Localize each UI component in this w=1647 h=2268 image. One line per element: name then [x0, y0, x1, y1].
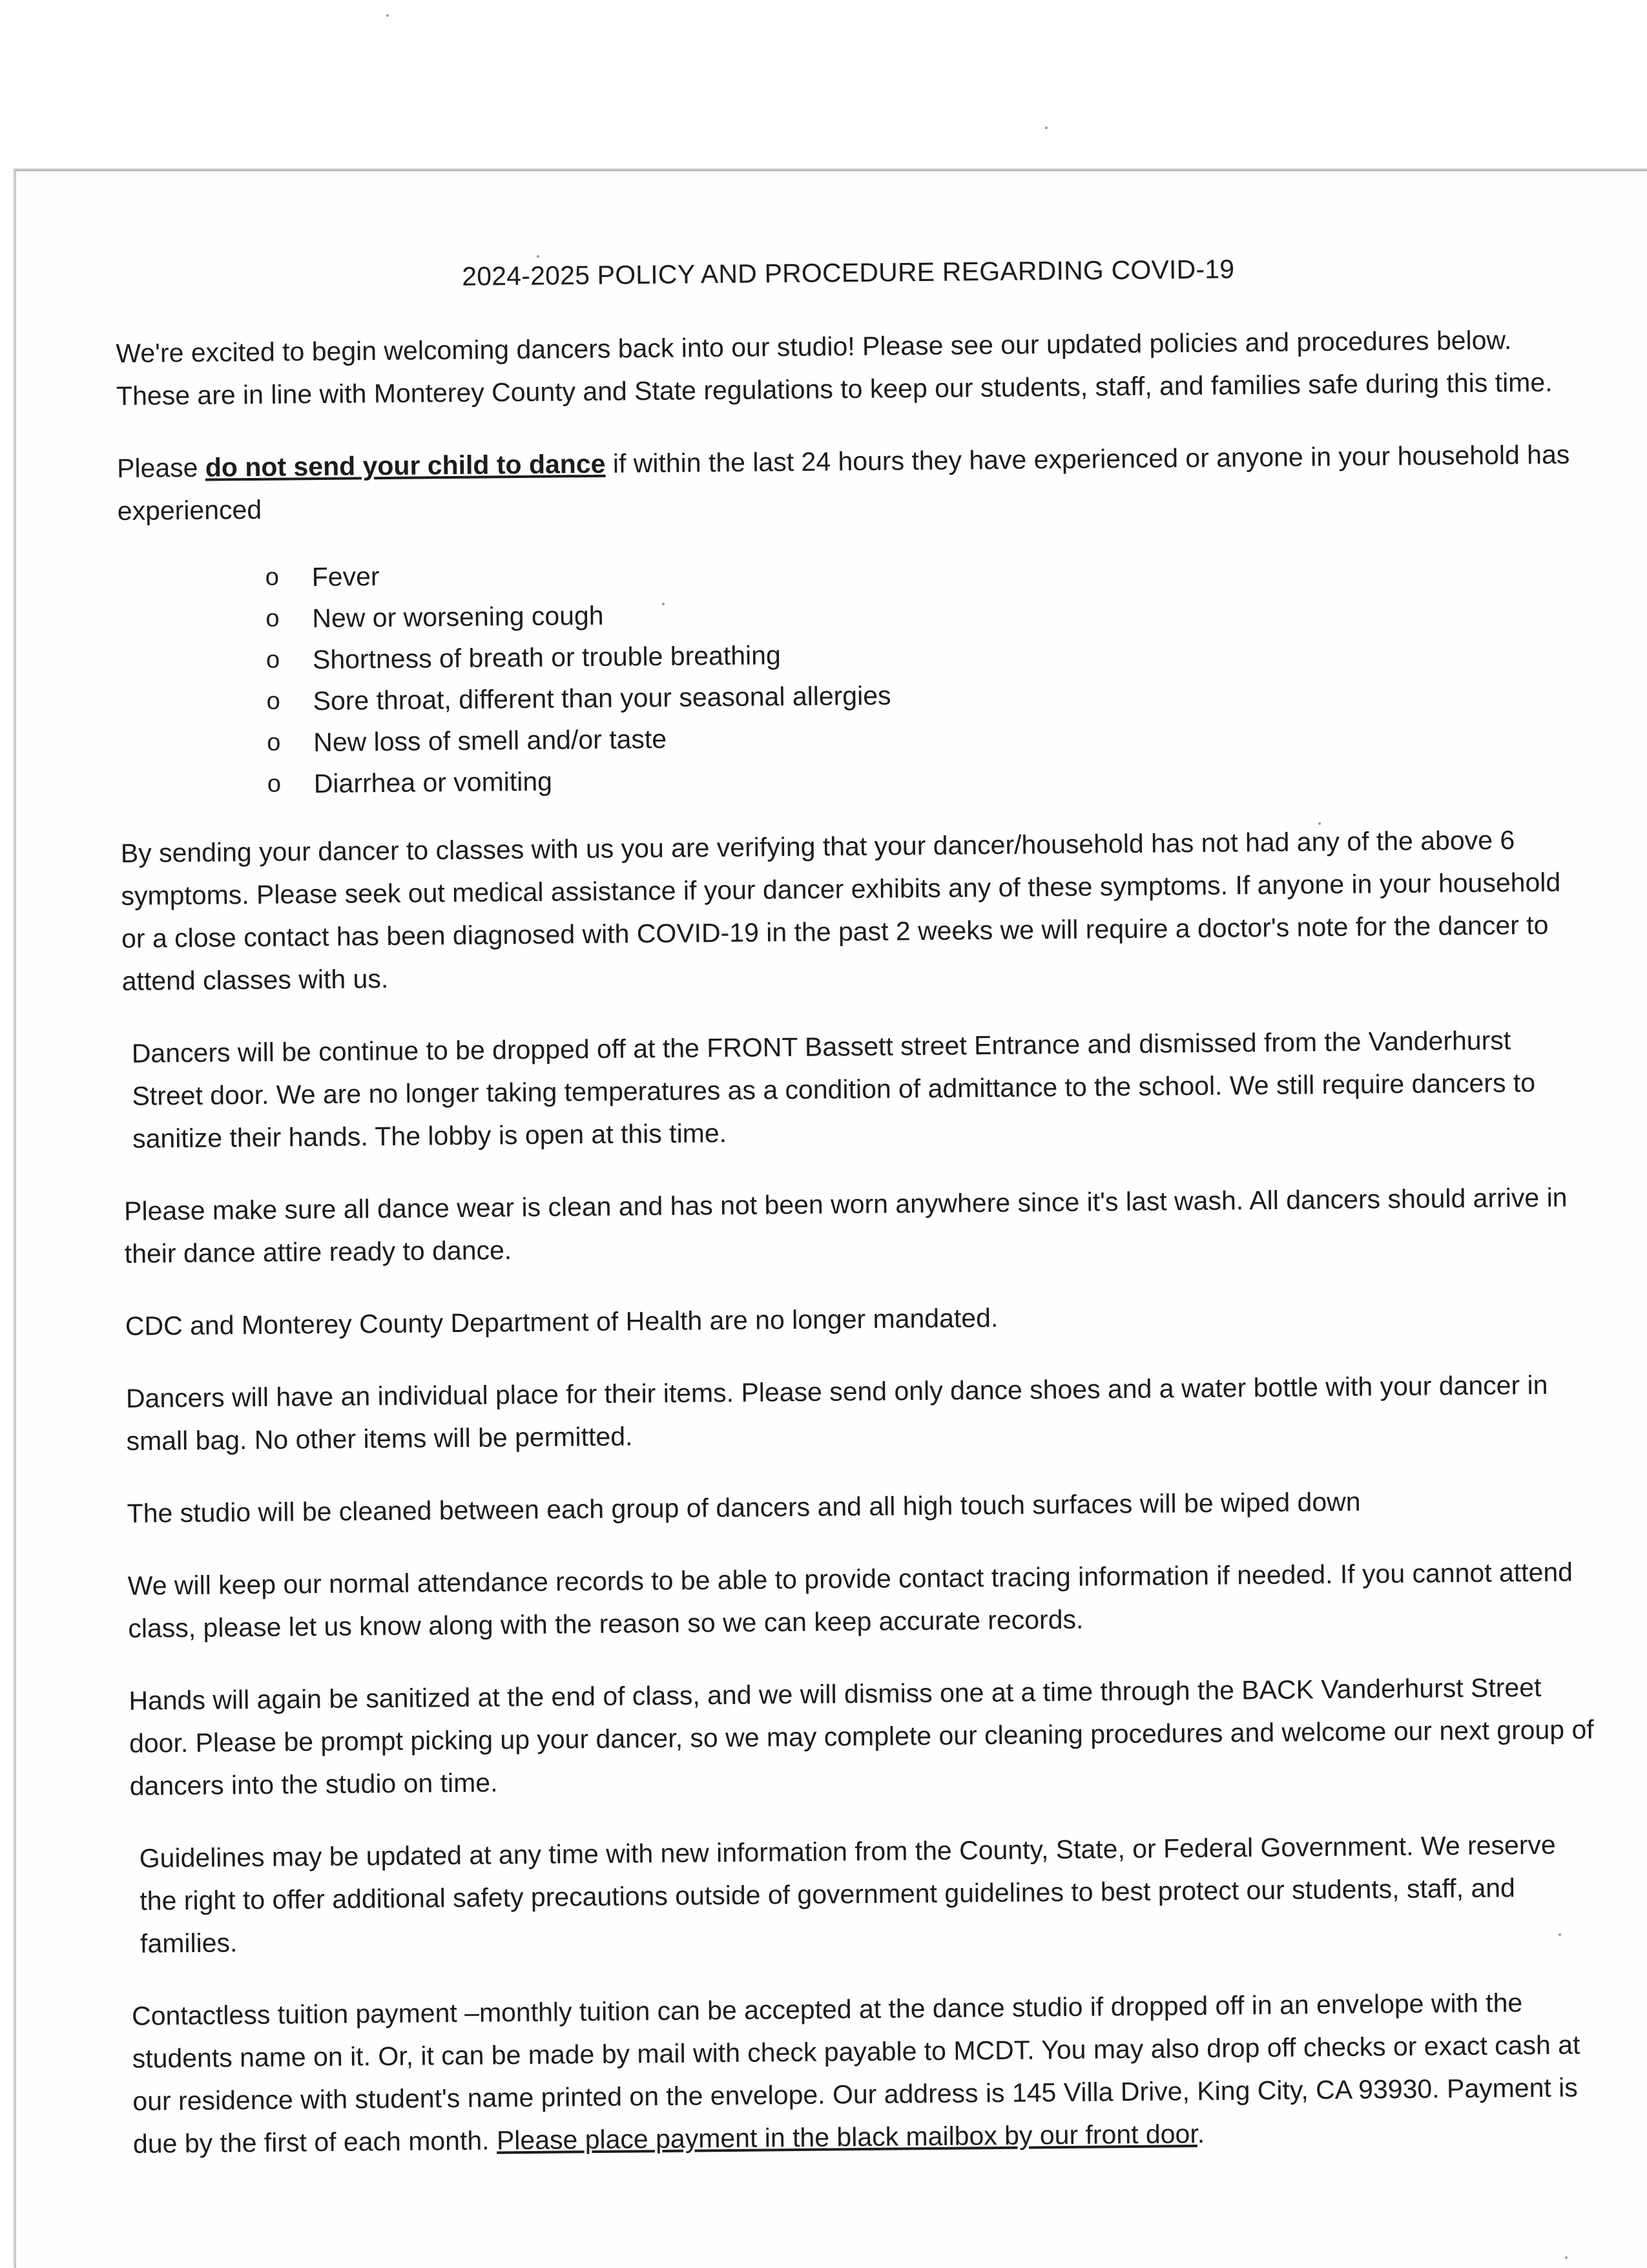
symptom-text: Sore throat, different than your seasonal allergies — [313, 680, 891, 716]
symptom-text: Diarrhea or vomiting — [313, 766, 553, 799]
cleaning-paragraph: The studio will be cleaned between each group of dancers and all high touch surfaces will be wiped down — [127, 1486, 1361, 1528]
dancewear-paragraph: Please make sure all dance wear is clean and has not been worn anywhere since it's last wash. All dancers should arrive in their dance attire ready to dance. — [123, 1182, 1568, 1269]
symptoms-lead-start: Please — [116, 452, 206, 483]
payment-period: . — [1197, 2118, 1205, 2149]
symptoms-lead-paragraph — [117, 433, 1584, 532]
payment-mailbox-instruction: Please place payment in the black mailbox by our front door — [496, 2119, 1197, 2156]
payment-paragraph — [132, 1981, 1599, 2165]
cdc-paragraph: CDC and Monterey County Department of Health are no longer mandated. — [125, 1302, 999, 1341]
hollow-bullet-icon: o — [265, 605, 280, 632]
personal-items-paragraph: Dancers will have an individual place for their items. Please send only dance shoes and a water bottle with your dancer in small bag. No other items will be permitted. — [125, 1369, 1548, 1456]
hollow-bullet-icon: o — [265, 563, 280, 591]
symptom-text: New loss of smell and/or taste — [313, 723, 667, 758]
payment-text: Contactless tuition payment –monthly tuition can be accepted at the dance studio if dropped off in an envelope with the students name on it. Or, it can be made by mail with check payable to MCDT. You may also drop off checks or exact cash at our residence with student's name printed on the envelope. Our address is 145 Villa Drive, King City, CA 93930. Payment is due by the first of each month. — [131, 1988, 1580, 2159]
scan-top-margin — [0, 0, 1647, 169]
hollow-bullet-icon: o — [267, 770, 282, 798]
scan-speck — [1045, 127, 1048, 129]
attendance-paragraph: We will keep our normal attendance records to be able to provide contact tracing information if needed. If you cannot attend class, please let us know along with the reason so we can keep accurate records. — [127, 1557, 1573, 1643]
document-body — [115, 244, 1600, 2195]
dropoff-paragraph: Dancers will be continue to be dropped off at the FRONT Bassett street Entrance and dismissed from the Vanderhurst Street door. We are no longer taking temperatures as a condition of admittance to the school. We still require dancers to sanitize their hands. The lobby is open at this time. — [131, 1025, 1536, 1154]
symptom-text: Shortness of breath or trouble breathing — [312, 640, 781, 675]
scan-speck — [1565, 2256, 1568, 2259]
guidelines-paragraph: Guidelines may be updated at any time with new information from the County, State, or Federal Government. We reserve the right to offer additional safety precautions outside of government guidelines to best protect our students, staff, and families. — [139, 1829, 1556, 1959]
scan-speck — [386, 14, 389, 17]
do-not-send-emphasis: do not send your child to dance — [205, 448, 606, 483]
hollow-bullet-icon: o — [266, 687, 280, 715]
dismissal-paragraph: Hands will again be sanitized at the end of class, and we will dismiss one at a time through the BACK Vanderhurst Street door. Please be prompt picking up your dancer, so we may complete our cleaning procedures and welcome our next group of dancers into the studio on time. — [129, 1672, 1594, 1801]
symptom-list — [118, 544, 1586, 806]
verification-paragraph: By sending your dancer to classes with us you are verifying that your dancer/household has not had any of the above 6 symptoms. Please seek out medical assistance if your dancer exhibits any of these symptoms. If anyone in your household or a close contact has been diagnosed with COVID-19 in the past 2 weeks we will require a doctor's note for the dancer to attend classes with us. — [120, 825, 1561, 996]
hollow-bullet-icon: o — [267, 729, 281, 756]
document-title: 2024-2025 POLICY AND PROCEDURE REGARDING COVID-19 — [461, 254, 1235, 291]
symptom-text: New or worsening cough — [312, 600, 604, 634]
intro-paragraph: We're excited to begin welcoming dancers back into our studio! Please see our updated policies and procedures below. These are in line with Monterey County and State regulations to keep our students, staff, and families safe during this time. — [116, 325, 1553, 411]
symptoms-lead-end: if within the last 24 hours they have experienced or anyone in your household has experienced — [117, 439, 1570, 526]
hollow-bullet-icon: o — [265, 646, 280, 674]
symptom-text: Fever — [311, 561, 380, 592]
